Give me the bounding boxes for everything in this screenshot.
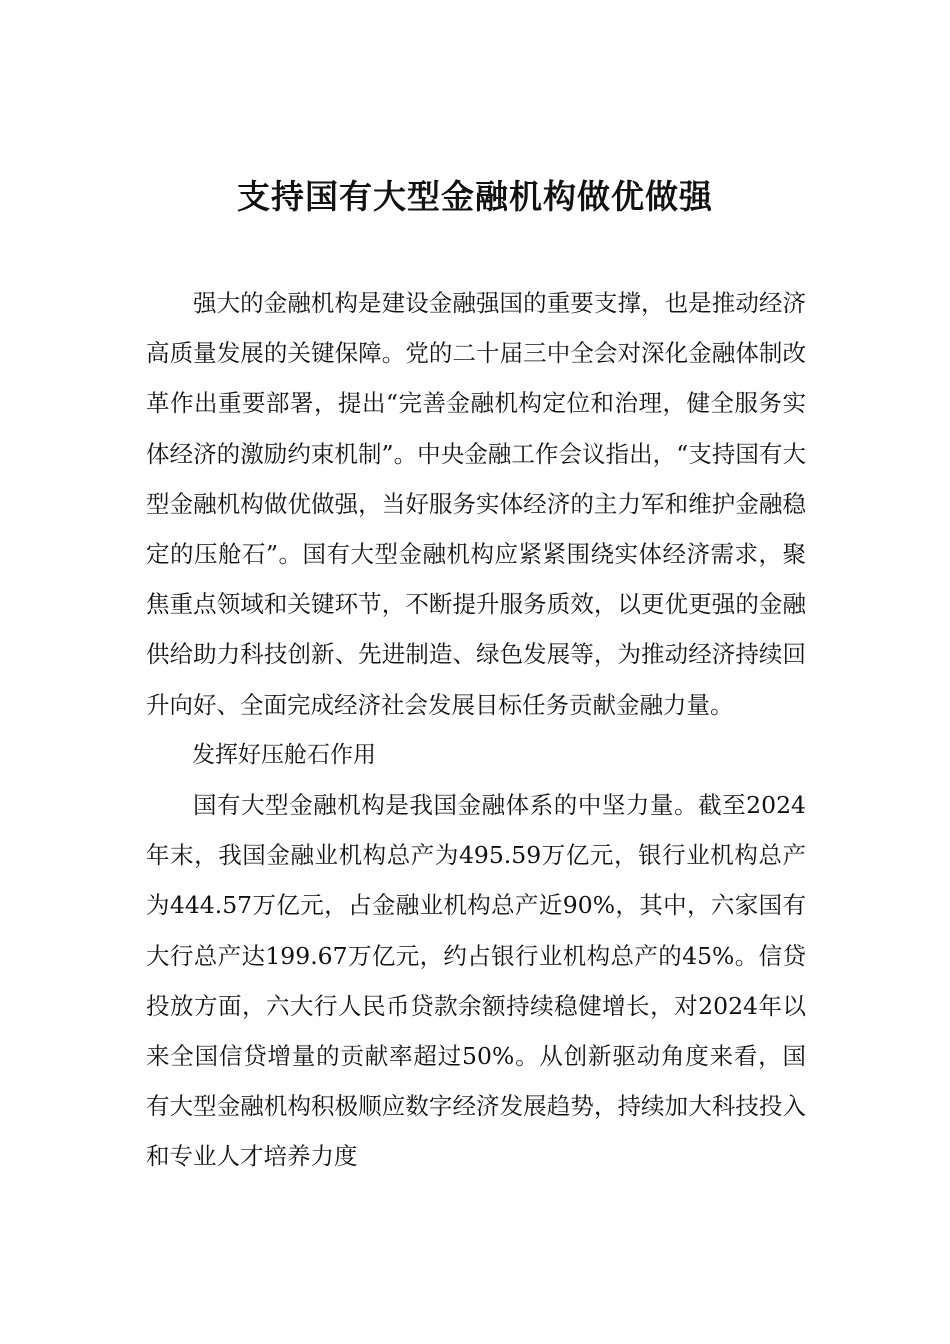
document-title: 支持国有大型金融机构做优做强 [237,177,713,216]
paragraph-section-1: 国有大型金融机构是我国金融体系的中坚力量。截至2024年末，我国金融业机构总产为495.59万亿元，银行业机构总产为444.57万亿元，占金融业机构总产近90%，其中，六家国有大行总产达199.67万亿元，约占银行业机构总产的45%。信贷投放方面，六大行人民币贷款余额持续稳健增长，对2024年以来全国信贷增量的贡献率超过50%。从创新驱动角度来看，国有大型金融机构积极顺应数字经济发展趋势，持续加大科技投入和专业人才培养力度 [146,791,806,1171]
paragraph-intro: 强大的金融机构是建设金融强国的重要支撑，也是推动经济高质量发展的关键保障。党的二十届三中全会对深化金融体制改革作出重要部署，提出“完善金融机构定位和治理，健全服务实体经济的激励约束机制”。中央金融工作会议指出，“支持国有大型金融机构做优做强，当好服务实体经济的主力军和维护金融稳定的压舱石”。国有大型金融机构应紧紧围绕实体经济需求，聚焦重点领域和关键环节，不断提升服务质效，以更优更强的金融供给助力科技创新、先进制造、绿色发展等，为推动经济持续回升向好、全面完成经济社会发展目标任务贡献金融力量。 [146,289,806,719]
document-body [146,278,806,1182]
section-heading: 发挥好压舱石作用 [192,741,376,768]
